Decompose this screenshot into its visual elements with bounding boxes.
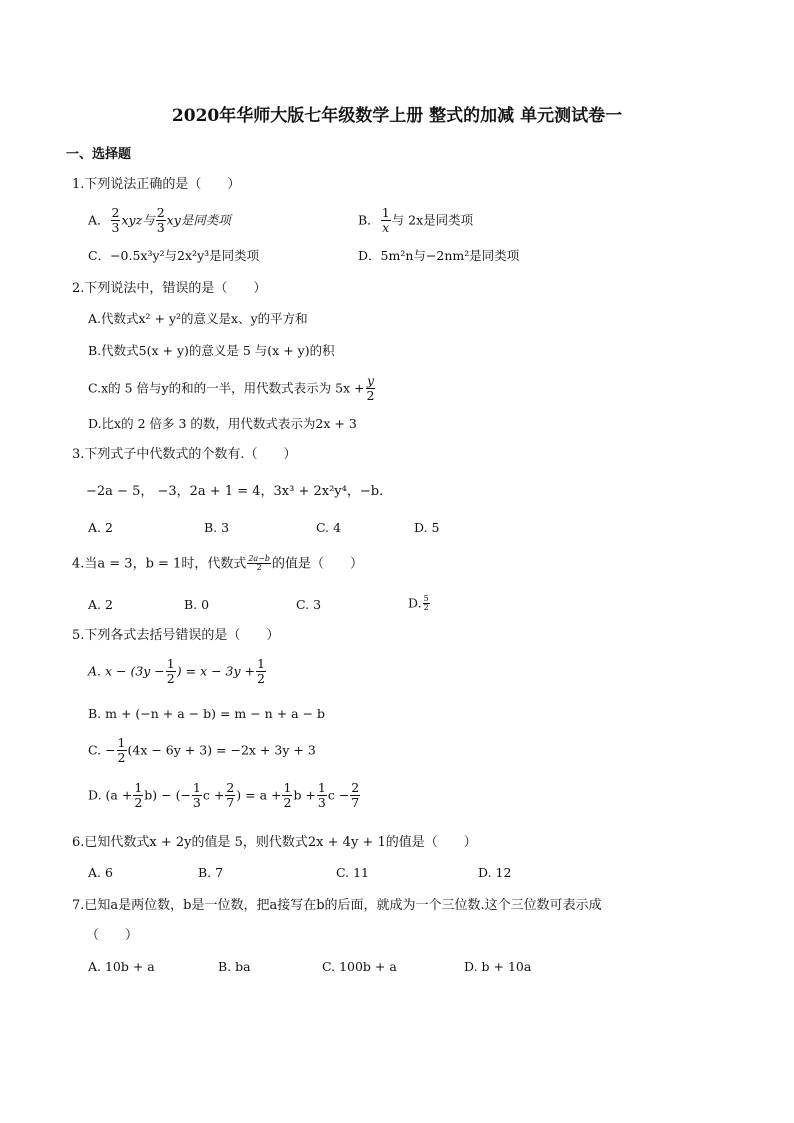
- fraction: [317, 781, 327, 811]
- fraction: [133, 781, 143, 811]
- numerator: 1: [117, 735, 126, 750]
- numerator: 2: [156, 205, 165, 220]
- question-5-option-d: [88, 781, 361, 811]
- expression-text: (4x − 6y + 3) = −2x + 3y + 3: [127, 742, 316, 758]
- question-2-option-c: [88, 374, 376, 404]
- fraction: [225, 781, 235, 811]
- numerator: 1: [256, 656, 265, 671]
- expression-text: 4.当a = 3，b = 1时，代数式: [72, 556, 247, 572]
- fraction: [192, 781, 202, 811]
- expression-text: A. x − (3y −: [88, 663, 165, 679]
- question-5-option-a: [88, 657, 267, 687]
- question-1-stem: 1.下列说法正确的是（ ）: [72, 177, 241, 192]
- question-7-option-b: B. ba: [218, 959, 251, 974]
- question-7-stem: 7.已知a是两位数，b是一位数，把a接写在b的后面，就成为一个三位数.这个三位数可表示成: [72, 898, 602, 913]
- denominator: 2: [256, 563, 262, 573]
- fraction: [350, 781, 360, 811]
- question-3-stem: 3.下列式子中代数式的个数有.（ ）: [72, 447, 297, 462]
- question-3-option-c: C. 4: [316, 520, 342, 535]
- denominator: 2: [166, 671, 175, 687]
- question-1-option-b: [358, 206, 473, 236]
- question-6-option-a: A. 6: [88, 865, 113, 880]
- numerator: 1: [317, 780, 326, 795]
- expression-text: C. −: [88, 742, 116, 758]
- denominator: 2: [117, 750, 126, 766]
- denominator: 2: [134, 795, 143, 811]
- page-title: 2020年华师大版七年级数学上册 整式的加减 单元测试卷一: [171, 106, 623, 126]
- question-5-option-c: [88, 736, 316, 766]
- question-6-option-b: B. 7: [198, 865, 224, 880]
- denominator: 7: [226, 795, 235, 811]
- expression-text: D. (a +: [88, 787, 133, 803]
- option-label: D.: [408, 595, 422, 611]
- question-2-option-b: B.代数式5(x + y)的意义是 5 与(x + y)的积: [88, 343, 335, 358]
- question-1-option-d: D．5m²n与−2nm²是同类项: [358, 248, 520, 263]
- numerator: 5: [423, 594, 429, 603]
- expression-text: xy是同类项: [166, 212, 231, 228]
- denominator: 2: [366, 388, 375, 404]
- denominator: 3: [192, 795, 201, 811]
- denominator: 3: [111, 220, 120, 236]
- denominator: 3: [156, 220, 165, 236]
- fraction: [117, 736, 127, 766]
- fraction: [381, 206, 391, 236]
- expression-text: ) = a +: [236, 787, 282, 803]
- expression-text: c −: [327, 787, 350, 803]
- question-6-stem: 6.已知代数式x + 2y的值是 5，则代数式2x + 4y + 1的值是（ ）: [72, 835, 477, 850]
- expression-text: xyz与: [121, 212, 155, 228]
- denominator: 2: [256, 671, 265, 687]
- numerator: 2a−b: [248, 554, 271, 563]
- numerator: y: [366, 373, 375, 388]
- question-1-option-a: [88, 206, 231, 236]
- question-4-option-b: B. 0: [184, 597, 210, 612]
- numerator: 1: [192, 780, 201, 795]
- question-6-option-c: C. 11: [336, 865, 369, 880]
- expression-text: b) − (−: [144, 787, 191, 803]
- numerator: 1: [134, 780, 143, 795]
- expression-text: C.x的 5 倍与y的和的一半，用代数式表示为 5x +: [88, 380, 365, 396]
- numerator: 2: [226, 780, 235, 795]
- numerator: 2: [351, 780, 360, 795]
- fraction: [156, 206, 166, 236]
- question-3-option-b: B. 3: [204, 520, 230, 535]
- fraction: [423, 595, 430, 613]
- fraction: [366, 374, 376, 404]
- fraction: [256, 657, 266, 687]
- question-2-option-a: A.代数式x² + y²的意义是x、y的平方和: [88, 311, 308, 326]
- question-4-option-c: C. 3: [296, 597, 322, 612]
- expression-text: c +: [202, 787, 225, 803]
- denominator: 2: [283, 795, 292, 811]
- question-3-option-d: D. 5: [414, 520, 440, 535]
- denominator: 7: [351, 795, 360, 811]
- numerator: 1: [283, 780, 292, 795]
- fraction: [166, 657, 176, 687]
- question-3-expressions: −2a − 5， −3，2a + 1 = 4，3x³ + 2x²y⁴，−b．: [86, 484, 393, 499]
- question-4-option-a: A. 2: [88, 597, 113, 612]
- question-5-stem: 5.下列各式去括号错误的是（ ）: [72, 628, 280, 643]
- question-7-option-c: C. 100b + a: [322, 959, 397, 974]
- question-4-option-d: [408, 595, 431, 613]
- expression-text: 的值是（ ）: [272, 556, 364, 572]
- denominator: x: [382, 220, 390, 236]
- question-2-option-d: D.比x的 2 倍多 3 的数，用代数式表示为2x + 3: [88, 416, 357, 431]
- numerator: 2: [111, 205, 120, 220]
- question-2-stem: 2.下列说法中，错误的是（ ）: [72, 281, 267, 296]
- fraction: [282, 781, 292, 811]
- expression-text: ) = x − 3y +: [176, 663, 255, 679]
- numerator: 1: [166, 656, 175, 671]
- expression-text: b +: [293, 787, 316, 803]
- question-4-stem: [72, 555, 363, 573]
- question-7-option-a: A. 10b + a: [88, 959, 155, 974]
- question-7-option-d: D. b + 10a: [464, 959, 532, 974]
- numerator: 1: [381, 205, 390, 220]
- question-6-option-d: D. 12: [478, 865, 512, 880]
- denominator: 3: [317, 795, 326, 811]
- section-heading: 一、选择题: [66, 147, 132, 162]
- question-7-answer-blank: （ ）: [86, 928, 139, 943]
- question-1-option-c: C．−0.5x³y²与2x²y³是同类项: [88, 248, 260, 263]
- fraction: [247, 555, 271, 573]
- question-3-option-a: A. 2: [88, 520, 113, 535]
- option-label: A．: [88, 212, 110, 228]
- option-label: B．: [358, 212, 380, 228]
- question-5-option-b: B. m + (−n + a − b) = m − n + a − b: [88, 706, 326, 721]
- denominator: 2: [423, 603, 429, 613]
- fraction: [111, 206, 121, 236]
- expression-text: 与 2x是同类项: [391, 212, 474, 228]
